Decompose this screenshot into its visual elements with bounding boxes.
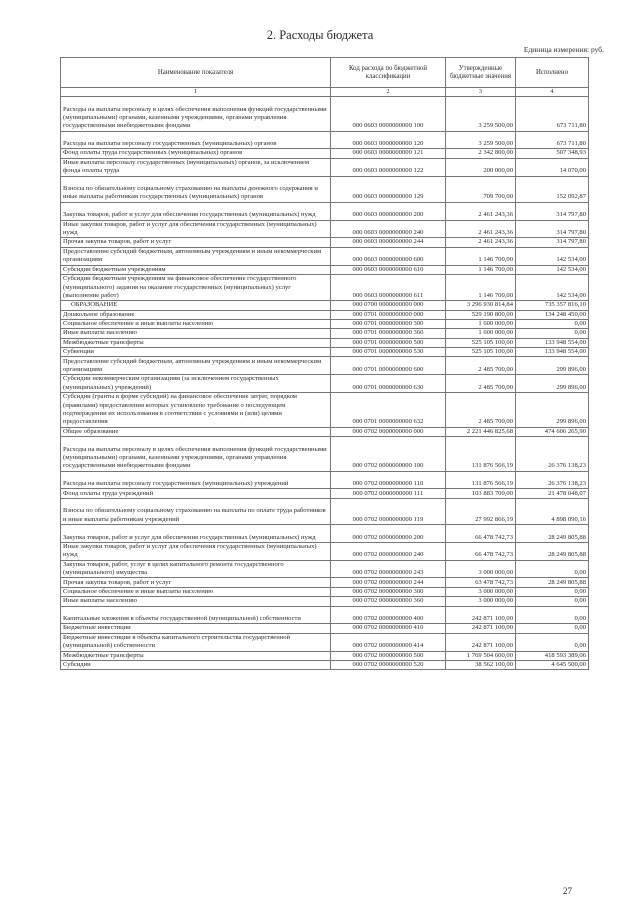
column-number: 2 [331, 88, 446, 97]
row-name: Расходы на выплаты персоналу в целях обеспечения выполнения функций государственными (муниципальными) органами, казенными учреждениями, органами управления государственными внебюджетными фондами [61, 437, 331, 472]
row-executed: 673 711,80 [516, 97, 589, 132]
row-executed: 0,00 [516, 597, 589, 606]
table-row [61, 329, 589, 338]
row-executed: 314 797,80 [516, 238, 589, 247]
row-name: Субсидии [61, 660, 331, 669]
row-name: Социальное обеспечение и иные выплаты населению [61, 319, 331, 328]
table-row [61, 158, 589, 176]
row-approved: 2 461 243,36 [446, 220, 516, 238]
row-approved: 2 461 243,36 [446, 238, 516, 247]
row-executed: 133 948 554,00 [516, 348, 589, 357]
row-name: Иные выплаты населению [61, 329, 331, 338]
row-code: 000 0603 0000000000 120 [331, 131, 446, 149]
header-executed: Исполнено [516, 58, 589, 88]
row-code: 000 0702 0000000000 414 [331, 633, 446, 651]
row-executed: 4 645 500,00 [516, 660, 589, 669]
header-name: Наименование показателя [61, 58, 331, 88]
page-number: 27 [563, 886, 572, 896]
table-row [61, 265, 589, 274]
budget-table [60, 57, 589, 670]
table-row [61, 375, 589, 393]
table-row [61, 437, 589, 472]
row-executed: 21 478 048,07 [516, 489, 589, 498]
row-code: 000 0702 0000000000 243 [331, 560, 446, 578]
row-name: Расходы на выплаты персоналу в целях обеспечения выполнения функций государственными (муниципальными) органами, казенными учреждениями, органами управления государственными внебюджетными фондами [61, 97, 331, 132]
table-row [61, 606, 589, 624]
row-name: Предоставление субсидий бюджетным, автономным учреждениям и иным некоммерческим организациям [61, 247, 331, 265]
row-approved: 1 146 700,00 [446, 274, 516, 300]
row-approved: 131 876 566,19 [446, 471, 516, 489]
row-code: 000 0702 0000000000 520 [331, 660, 446, 669]
row-executed: 0,00 [516, 606, 589, 624]
row-code: 000 0603 0000000000 129 [331, 176, 446, 202]
row-approved: 525 105 100,00 [446, 338, 516, 347]
row-executed: 673 711,80 [516, 131, 589, 149]
row-code: 000 0702 0000000000 119 [331, 498, 446, 524]
row-approved: 525 105 100,00 [446, 348, 516, 357]
table-row [61, 338, 589, 347]
table-row [61, 498, 589, 524]
row-approved: 3 259 500,00 [446, 131, 516, 149]
row-code: 000 0701 0000000000 630 [331, 375, 446, 393]
table-row [61, 97, 589, 132]
row-name: Закупка товаров, работ и услуг для обеспечения государственных (муниципальных) нужд [61, 525, 331, 543]
row-code: 000 0701 0000000000 360 [331, 329, 446, 338]
row-executed: 0,00 [516, 560, 589, 578]
table-row [61, 202, 589, 220]
row-name: Субвенции [61, 348, 331, 357]
row-name: Прочая закупка товаров, работ и услуг [61, 578, 331, 587]
row-code: 000 0701 0000000000 000 [331, 310, 446, 319]
row-name: Расходы на выплаты персоналу государственных (муниципальных) учреждений [61, 471, 331, 489]
row-executed: 14 070,00 [516, 158, 589, 176]
table-row [61, 489, 589, 498]
row-approved: 2 485 700,00 [446, 375, 516, 393]
row-approved: 103 883 700,00 [446, 489, 516, 498]
row-code: 000 0701 0000000000 600 [331, 357, 446, 375]
table-row [61, 624, 589, 633]
row-code: 000 0702 0000000000 110 [331, 471, 446, 489]
row-approved: 3 000 000,00 [446, 587, 516, 596]
row-approved: 1 146 700,00 [446, 265, 516, 274]
row-name: Субсидии некоммерческим организациям (за исключением государственных (муниципальных) учреждений) [61, 375, 331, 393]
row-executed: 142 534,00 [516, 265, 589, 274]
row-code: 000 0702 0000000000 111 [331, 489, 446, 498]
table-row [61, 578, 589, 587]
row-approved: 2 485 700,00 [446, 393, 516, 428]
row-code: 000 0603 0000000000 611 [331, 274, 446, 300]
row-approved: 1 769 504 600,00 [446, 651, 516, 660]
row-name: Дошкольное образование [61, 310, 331, 319]
row-code: 000 0603 0000000000 200 [331, 202, 446, 220]
row-code: 000 0701 0000000000 632 [331, 393, 446, 428]
row-name: Бюджетные инвестиции в объекты капитального строительства государственной (муниципальной) собственности [61, 633, 331, 651]
row-name: Социальное обеспечение и иные выплаты населению [61, 587, 331, 596]
table-row [61, 348, 589, 357]
row-name: Субсидии бюджетным учреждениям [61, 265, 331, 274]
row-name: Предоставление субсидий бюджетным, автономным учреждениям и иным некоммерческим организациям [61, 357, 331, 375]
row-executed: 418 593 389,06 [516, 651, 589, 660]
table-row [61, 131, 589, 149]
row-code: 000 0700 0000000000 000 [331, 301, 446, 310]
row-approved: 38 562 100,00 [446, 660, 516, 669]
row-name: Прочая закупка товаров, работ и услуг [61, 238, 331, 247]
row-approved: 242 871 100,00 [446, 624, 516, 633]
row-name: Закупка товаров, работ и услуг для обеспечения государственных (муниципальных) нужд [61, 202, 331, 220]
table-row [61, 525, 589, 543]
row-code: 000 0603 0000000000 240 [331, 220, 446, 238]
table-row [61, 587, 589, 596]
row-code: 000 0603 0000000000 122 [331, 158, 446, 176]
row-executed: 26 376 138,23 [516, 437, 589, 472]
table-row [61, 220, 589, 238]
table-row [61, 597, 589, 606]
row-approved: 66 478 742,73 [446, 525, 516, 543]
row-code: 000 0701 0000000000 530 [331, 348, 446, 357]
table-row [61, 427, 589, 436]
table-row [61, 393, 589, 428]
table-row [61, 149, 589, 158]
row-code: 000 0702 0000000000 100 [331, 437, 446, 472]
row-approved: 242 871 100,00 [446, 633, 516, 651]
table-row [61, 247, 589, 265]
row-code: 000 0702 0000000000 360 [331, 597, 446, 606]
row-executed: 0,00 [516, 624, 589, 633]
row-name: Закупка товаров, работ, услуг в целях капитального ремонта государственного (муниципального) имущества [61, 560, 331, 578]
row-executed: 314 797,80 [516, 202, 589, 220]
row-executed: 507 348,93 [516, 149, 589, 158]
row-executed: 133 948 554,00 [516, 338, 589, 347]
row-approved: 66 478 742,73 [446, 542, 516, 560]
row-executed: 152 092,87 [516, 176, 589, 202]
header-code: Код расхода по бюджетной классификации [331, 58, 446, 88]
row-executed: 299 896,00 [516, 393, 589, 428]
table-row [61, 651, 589, 660]
row-executed: 142 534,00 [516, 247, 589, 265]
row-approved: 1 600 000,00 [446, 319, 516, 328]
column-number: 4 [516, 88, 589, 97]
row-executed: 0,00 [516, 319, 589, 328]
row-approved: 1 146 700,00 [446, 247, 516, 265]
column-number: 3 [446, 88, 516, 97]
row-name: Иные закупки товаров, работ и услуг для обеспечения государственных (муниципальных) нужд [61, 220, 331, 238]
row-code: 000 0702 0000000000 240 [331, 542, 446, 560]
table-row [61, 560, 589, 578]
row-code: 000 0702 0000000000 200 [331, 525, 446, 543]
row-approved: 2 485 700,00 [446, 357, 516, 375]
row-approved: 200 000,00 [446, 158, 516, 176]
row-executed: 142 534,00 [516, 274, 589, 300]
row-approved: 709 700,00 [446, 176, 516, 202]
row-code: 000 0603 0000000000 610 [331, 265, 446, 274]
row-name: Расходы на выплаты персоналу государственных (муниципальных) органов [61, 131, 331, 149]
row-executed: 474 606 265,90 [516, 427, 589, 436]
row-name: Бюджетные инвестиции [61, 624, 331, 633]
row-code: 000 0702 0000000000 500 [331, 651, 446, 660]
table-row [61, 660, 589, 669]
row-executed: 735 357 816,10 [516, 301, 589, 310]
row-executed: 4 898 090,16 [516, 498, 589, 524]
row-code: 000 0701 0000000000 300 [331, 319, 446, 328]
row-executed: 299 896,00 [516, 357, 589, 375]
unit-label: Единица измерения: руб. [523, 45, 604, 54]
table-row [61, 274, 589, 300]
row-code: 000 0702 0000000000 000 [331, 427, 446, 436]
row-approved: 529 190 800,00 [446, 310, 516, 319]
table-row [61, 176, 589, 202]
row-code: 000 0603 0000000000 600 [331, 247, 446, 265]
row-name: Субсидии (гранты в форме субсидий) на финансовое обеспечение затрат, порядком (правилами) предоставления которых установлено требование о последующем подтверждении их использования в соответствии с условиями и (или) целями предоставления [61, 393, 331, 428]
row-executed: 299 896,00 [516, 375, 589, 393]
row-executed: 314 797,80 [516, 220, 589, 238]
table-row [61, 542, 589, 560]
column-number: 1 [61, 88, 331, 97]
table-row [61, 319, 589, 328]
row-name: Межбюджетные трансферты [61, 338, 331, 347]
row-name: Межбюджетные трансферты [61, 651, 331, 660]
row-executed: 28 249 805,88 [516, 578, 589, 587]
row-approved: 3 259 500,00 [446, 97, 516, 132]
row-approved: 2 461 243,36 [446, 202, 516, 220]
row-code: 000 0702 0000000000 244 [331, 578, 446, 587]
row-code: 000 0702 0000000000 300 [331, 587, 446, 596]
row-code: 000 0603 0000000000 100 [331, 97, 446, 132]
row-executed: 28 249 805,88 [516, 542, 589, 560]
row-approved: 27 992 866,19 [446, 498, 516, 524]
row-approved: 3 000 000,00 [446, 560, 516, 578]
row-approved: 63 478 742,73 [446, 578, 516, 587]
row-executed: 0,00 [516, 587, 589, 596]
table-row [61, 301, 589, 310]
row-approved: 1 600 000,00 [446, 329, 516, 338]
row-code: 000 0702 0000000000 410 [331, 624, 446, 633]
row-executed: 0,00 [516, 329, 589, 338]
row-approved: 3 000 000,00 [446, 597, 516, 606]
row-name: Фонд оплаты труда учреждений [61, 489, 331, 498]
row-executed: 134 248 450,00 [516, 310, 589, 319]
row-name: Иные закупки товаров, работ и услуг для обеспечения государственных (муниципальных) нужд [61, 542, 331, 560]
table-row [61, 310, 589, 319]
header-approved: Утвержденные бюджетные значения [446, 58, 516, 88]
page-title: 2. Расходы бюджета [266, 28, 374, 42]
row-name: Иные выплаты населению [61, 597, 331, 606]
header-row [61, 58, 589, 88]
row-name: Взносы по обязательному социальному страхованию на выплаты денежного содержания и иные выплаты работникам государственных (муниципальных) органов [61, 176, 331, 202]
row-name: Фонд оплаты труда государственных (муниципальных) органов [61, 149, 331, 158]
table-row [61, 471, 589, 489]
row-name: Общее образование [61, 427, 331, 436]
row-name: Субсидии бюджетным учреждениям на финансовое обеспечение государственного (муниципального) задания на оказание государственных (муниципальных) услуг (выполнение работ) [61, 274, 331, 300]
column-number-row [61, 88, 589, 97]
row-code: 000 0603 0000000000 121 [331, 149, 446, 158]
row-code: 000 0701 0000000000 500 [331, 338, 446, 347]
row-approved: 131 876 566,19 [446, 437, 516, 472]
row-approved: 2 221 446 825,68 [446, 427, 516, 436]
row-code: 000 0603 0000000000 244 [331, 238, 446, 247]
row-name: Капитальные вложения в объекты государственной (муниципальной) собственности [61, 606, 331, 624]
table-row [61, 633, 589, 651]
row-name: ОБРАЗОВАНИЕ [61, 301, 331, 310]
table-row [61, 238, 589, 247]
row-executed: 26 376 138,23 [516, 471, 589, 489]
row-approved: 242 871 100,00 [446, 606, 516, 624]
row-code: 000 0702 0000000000 400 [331, 606, 446, 624]
row-name: Взносы по обязательному социальному страхованию на выплаты по оплате труда работников и иные выплаты работникам учреждений [61, 498, 331, 524]
row-approved: 2 342 800,00 [446, 149, 516, 158]
row-approved: 3 296 930 814,84 [446, 301, 516, 310]
row-executed: 28 249 805,88 [516, 525, 589, 543]
row-name: Иные выплаты персоналу государственных (муниципальных) органов, за исключением фонда оплаты труда [61, 158, 331, 176]
table-row [61, 357, 589, 375]
row-executed: 0,00 [516, 633, 589, 651]
